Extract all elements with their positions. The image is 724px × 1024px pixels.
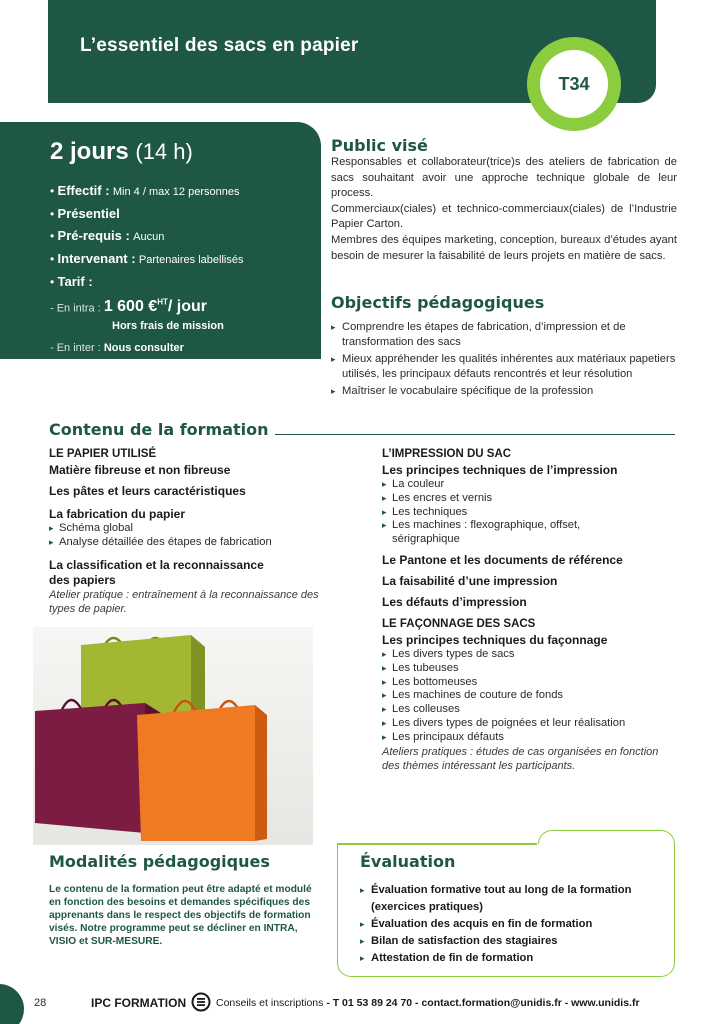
subtopic: Matière fibreuse et non fibreuse xyxy=(49,463,231,477)
objectifs-heading: Objectifs pédagogiques xyxy=(331,293,545,312)
subtopic: La fabrication du papier xyxy=(49,507,186,521)
subtopic: Le Pantone et les documents de référence xyxy=(382,552,623,567)
info-intervenant: • Intervenant : Partenaires labellisés xyxy=(50,251,244,266)
duration-hours: (14 h) xyxy=(135,139,193,164)
info-inter: - En inter : Nous consulter xyxy=(50,342,184,355)
course-code-badge xyxy=(527,37,621,131)
list-item: ▸ Les colleuses xyxy=(382,703,682,717)
paper-bags-photo xyxy=(33,627,313,845)
list-item: ▸ Les tubeuses xyxy=(382,662,682,676)
list-item: ▸ Les machines : flexographique, offset, sérigraphique xyxy=(382,519,622,547)
objectifs-list xyxy=(331,320,677,401)
list-item: ▸ Les encres et vernis xyxy=(382,492,622,506)
list-item: ▸ Mieux appréhender les qualités inhérentes aux matériaux papetiers utilisés, les principaux défauts rencontrés et leur résolution xyxy=(331,352,677,382)
list-item: ▸ Les bottomeuses xyxy=(382,676,682,690)
info-tarif: • Tarif : xyxy=(50,274,93,289)
list-item: ▸ Les principaux défauts xyxy=(382,731,682,745)
atelier-note: Ateliers pratiques : études de cas organisées en fonction des thèmes intéressant les participants. xyxy=(382,745,659,772)
evaluation-list xyxy=(360,882,660,967)
evaluation-heading: Évaluation xyxy=(360,852,456,871)
ipc-logo-icon xyxy=(191,992,211,1012)
modalites-heading: Modalités pédagogiques xyxy=(49,852,270,871)
subtopic: La faisabilité d’une impression xyxy=(382,573,558,588)
course-code: T34 xyxy=(540,50,608,118)
contenu-left-column xyxy=(49,448,339,616)
page-number: 28 xyxy=(34,997,47,1009)
section-caps: LE FAÇONNAGE DES SACS xyxy=(382,617,536,630)
list-item: ▸ Bilan de satisfaction des stagiaires xyxy=(360,933,660,950)
subtopic: Les défauts d’impression xyxy=(382,594,527,609)
contact-label: Conseils et inscriptions xyxy=(216,997,324,1009)
info-prerequis: • Pré-requis : Aucun xyxy=(50,228,165,243)
page-title: L’essentiel des sacs en papier xyxy=(80,35,359,56)
modalites-text: Le contenu de la formation peut être adapté et modulé en fonction des besoins et demandes spécifiques des apprenants dans le respect des objectifs de formation visés. Notre programme peut se décliner en INTRA, VISIO et SUR-MESURE. xyxy=(49,884,312,947)
evaluation-box-tab xyxy=(538,830,675,844)
section-caps: LE PAPIER UTILISÉ xyxy=(49,448,157,460)
list-item: ▸ Les divers types de sacs xyxy=(382,648,682,662)
divider xyxy=(250,434,675,435)
info-box xyxy=(0,122,321,359)
list-item: ▸ Évaluation des acquis en fin de formation xyxy=(360,916,660,933)
list-item: ▸ Maîtriser le vocabulaire spécifique de la profession xyxy=(331,384,677,399)
list-item: ▸ Attestation de fin de formation xyxy=(360,950,660,967)
list-item: ▸ Schéma global xyxy=(49,522,339,536)
section-caps: L’IMPRESSION DU SAC xyxy=(382,448,512,460)
public-text: Responsables et collaborateur(trice)s des ateliers de fabrication de sacs souhaitant avoir une approche technique globale de leur process. Commerciaux(ciales) et technico-commerciaux(ciales) de l’Industrie Papier Carton. Membres des équipes marketing, conception, bureaux d’études ayant besoin de mesurer la faisabilité de leurs projets en matière de sacs. xyxy=(331,156,677,262)
info-intra-note: Hors frais de mission xyxy=(112,320,224,333)
list-item: ▸ Évaluation formative tout au long de la formation (exercices pratiques) xyxy=(360,882,660,916)
subtopic: La classification et la reconnaissance xyxy=(49,557,264,572)
atelier-note: Atelier pratique : entraînement à la reconnaissance des types de papier. xyxy=(49,588,319,615)
info-effectif: • Effectif : Min 4 / max 12 personnes xyxy=(50,183,240,198)
subtopic: Les pâtes et leurs caractéristiques xyxy=(49,484,246,498)
info-intra: - En intra : 1 600 €$^{HT}$/ jour xyxy=(50,298,207,316)
contenu-heading: Contenu de la formation xyxy=(49,420,275,439)
footer-contact xyxy=(216,997,640,1009)
contact-info: - T 01 53 89 24 70 - contact.formation@unidis.fr - www.unidis.fr xyxy=(326,997,640,1009)
duration-days: 2 jours xyxy=(50,138,129,165)
subtopic: Les principes techniques du façonnage xyxy=(382,632,608,647)
list-item: ▸ Les techniques xyxy=(382,506,622,520)
public-heading: Public visé xyxy=(331,136,428,155)
list-item: ▸ La couleur xyxy=(382,478,622,492)
subtopic: Les principes techniques de l’impression xyxy=(382,463,618,477)
list-item: ▸ Analyse détaillée des étapes de fabrication xyxy=(49,536,339,550)
list-item: ▸ Les divers types de poignées et leur réalisation xyxy=(382,717,682,731)
list-item: ▸ Les machines de couture de fonds xyxy=(382,689,682,703)
brand-name: IPC FORMATION xyxy=(91,996,187,1010)
contenu-right-column xyxy=(382,448,682,773)
duration xyxy=(50,138,321,166)
list-item: ▸ Comprendre les étapes de fabrication, d’impression et de transformation des sacs xyxy=(331,320,677,350)
subtopic: des papiers xyxy=(49,572,116,587)
info-presentiel: • Présentiel xyxy=(50,206,120,221)
page-corner-circle xyxy=(0,984,24,1024)
